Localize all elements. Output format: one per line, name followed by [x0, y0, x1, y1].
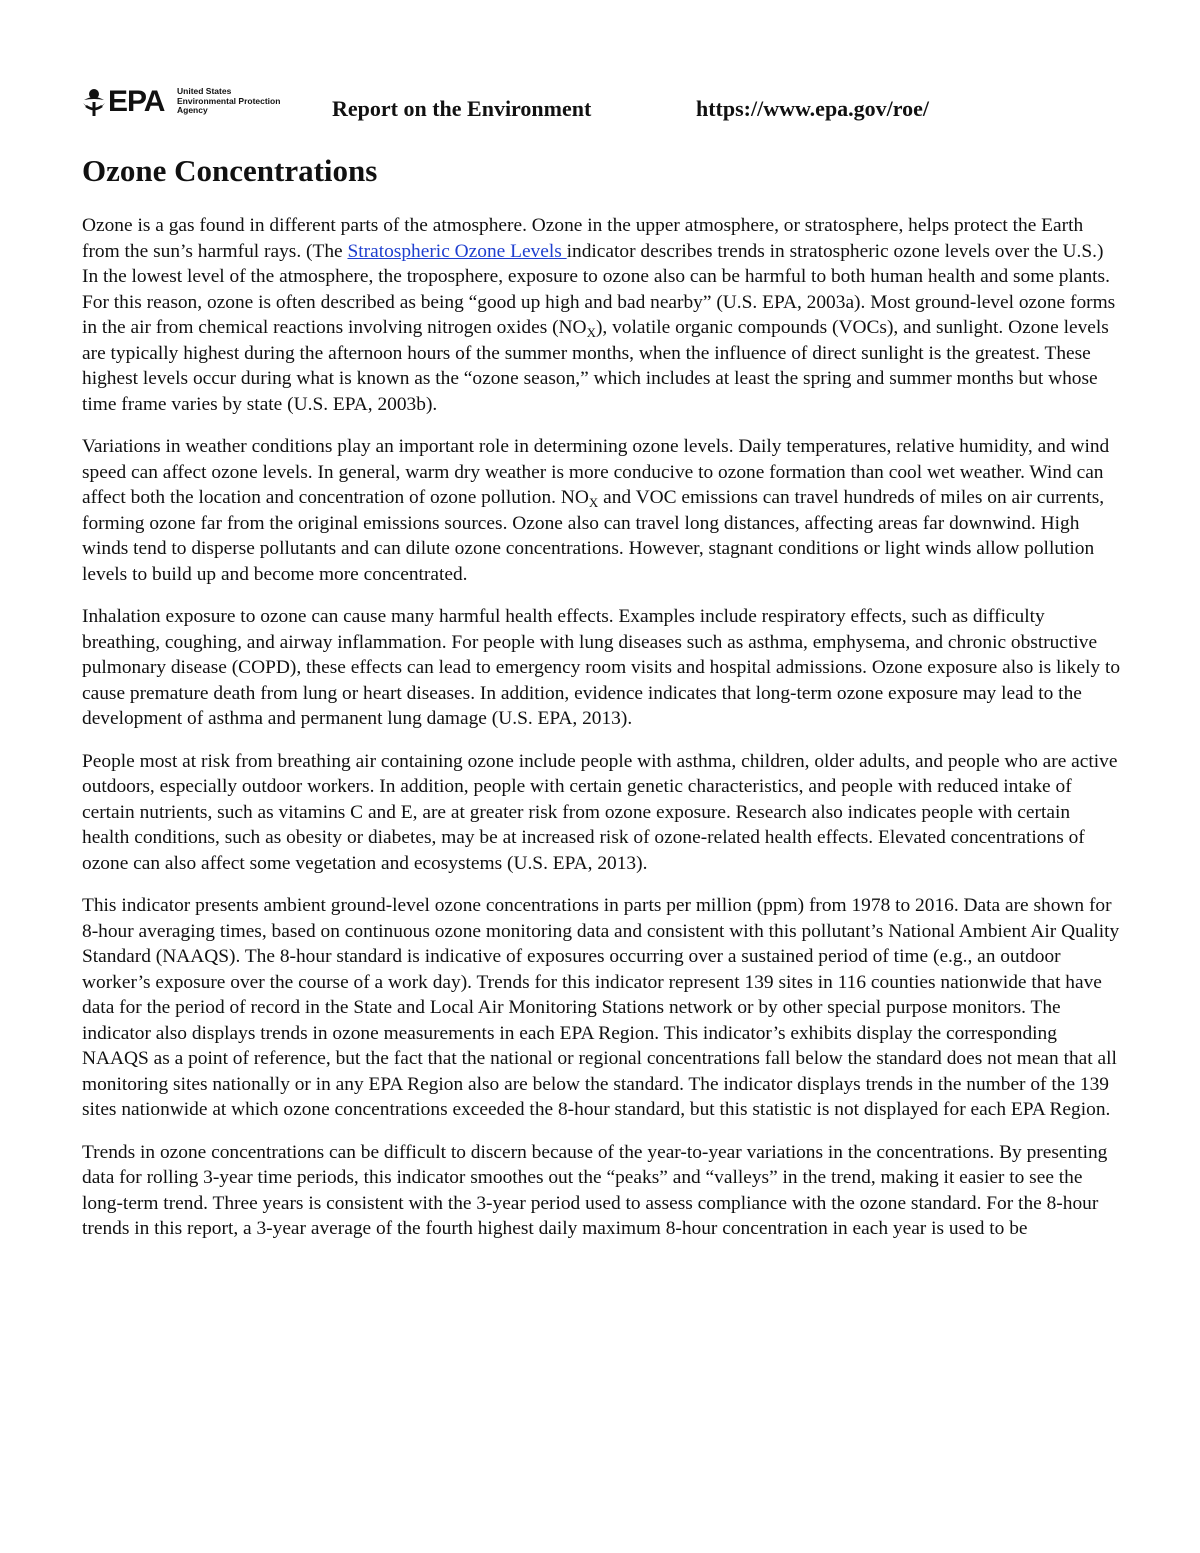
paragraph-text: Variations in weather conditions play an important role in determining ozone levels. Daily temperatures, relative humidity, and wind speed can affect ozone levels. In general, warm dry weather is more conducive to ozone formation than cool wet weather. Wind can affect both the location and concentration of ozone pollution. NO — [82, 436, 1110, 508]
epa-logo — [82, 84, 302, 124]
paragraph-indicator: This indicator presents ambient ground-level ozone concentrations in parts per million (ppm) from 1978 to 2016. Data are shown for 8-hour averaging times, based on continuous ozone monitoring data and consistent with this pollutant’s National Ambient Air Quality Standard (NAAQS). The 8-hour standard is indicative of exposures occurring over a sustained period of time (e.g., an outdoor worker’s exposure over the course of a work day). Trends for this indicator represent 139 sites in 116 counties nationwide that have data for the period of record in the State and Local Air Monitoring Stations network or by other special purpose monitors. The indicator also displays trends in ozone measurements in each EPA Region. This indicator’s exhibits display the corresponding NAAQS as a point of reference, but the fact that the national or regional concentrations fall below the standard does not mean that all monitoring sites nationally or in any EPA Region also are below the standard. The indicator displays trends in the number of the 139 sites nationwide at which ozone concentrations exceeded the 8-hour standard, but this statistic is not displayed for each EPA Region. — [82, 895, 1120, 1120]
epa-logo-word: EPA — [108, 85, 165, 118]
page-title: Ozone Concentrations — [82, 153, 378, 188]
subscript-x: X — [588, 495, 599, 510]
logo-subtitle-line: Agency — [177, 105, 208, 115]
epa-logo-subtitle — [177, 87, 302, 116]
logo-subtitle-line: Environmental Protection — [177, 95, 281, 106]
report-title: Report on the Environment — [332, 96, 592, 121]
paragraph-trends: Trends in ozone concentrations can be difficult to discern because of the year-to-year variations in the concentrations. By presenting data for rolling 3-year time periods, this indicator smoothes out the “peaks” and “valleys” in the trend, making it easier to see the long-term trend. Three years is consistent with the 3-year period used to assess compliance with the ozone standard. For the 8-hour trends in this report, a 3-year average of the fourth highest daily maximum 8-hour concentration in each year is used to be — [82, 1141, 1108, 1239]
paragraph-at-risk: People most at risk from breathing air containing ozone include people with asthma, children, older adults, and people who are active outdoors, especially outdoor workers. In addition, people with certain genetic characteristics, and people with reduced intake of certain nutrients, such as vitamins C and E, are at greater risk from ozone exposure. Research also indicates people with certain health conditions, such as obesity or diabetes, may be at increased risk of ozone-related health effects. Elevated concentrations of ozone can also affect some vegetation and ecosystems (U.S. EPA, 2013). — [82, 750, 1118, 874]
page-header — [82, 84, 1122, 124]
paragraph-weather — [82, 434, 1122, 587]
epa-flower-icon — [82, 88, 108, 118]
paragraph-text: indicator describes trends in stratospheric ozone levels over the U.S.) In the lowest level of the atmosphere, the troposphere, exposure to ozone also can be harmful to both human health and some plants. For this reason, ozone is often described as being “good up high and bad nearby” (U.S. EPA, 2003a). Most ground-level ozone forms in the air from chemical reactions involving nitrogen oxides (NO — [82, 240, 1116, 338]
paragraph-text: ), volatile organic compounds (VOCs), and sunlight. Ozone levels are typically highest during the afternoon hours of the summer months, when the influence of direct sunlight is the greatest. These highest levels occur during what is known as the “ozone season,” which includes at least the spring and summer months but whose time frame varies by state (U.S. EPA, 2003b). — [82, 317, 1109, 415]
report-url: https://www.epa.gov/roe/ — [696, 96, 930, 121]
logo-subtitle-line: United States — [177, 86, 232, 96]
document-body — [82, 213, 1122, 1259]
stratospheric-ozone-link[interactable]: Stratospheric Ozone Levels — [347, 240, 567, 262]
paragraph-health-effects: Inhalation exposure to ozone can cause many harmful health effects. Examples include respiratory effects, such as difficulty breathing, coughing, and airway inflammation. For people with lung diseases such as asthma, emphysema, and chronic obstructive pulmonary disease (COPD), these effects can lead to emergency room visits and hospital admissions. Ozone exposure also is likely to cause premature death from lung or heart diseases. In addition, evidence indicates that long-term ozone exposure may lead to the development of asthma and permanent lung damage (U.S. EPA, 2013). — [82, 606, 1121, 729]
paragraph-intro — [82, 213, 1122, 417]
paragraph-text: and VOC emissions can travel hundreds of miles on air currents, forming ozone far from the original emissions sources. Ozone also can travel long distances, affecting areas far downwind. High winds tend to disperse pollutants and can dilute ozone concentrations. However, stagnant conditions or light winds allow pollution levels to build up and become more concentrated. — [82, 487, 1105, 585]
subscript-x: X — [586, 325, 596, 340]
paragraph-text: Ozone is a gas found in different parts of the atmosphere. Ozone in the upper atmosphere, or stratosphere, helps protect the Earth from the sun’s harmful rays. (The — [82, 215, 1084, 262]
